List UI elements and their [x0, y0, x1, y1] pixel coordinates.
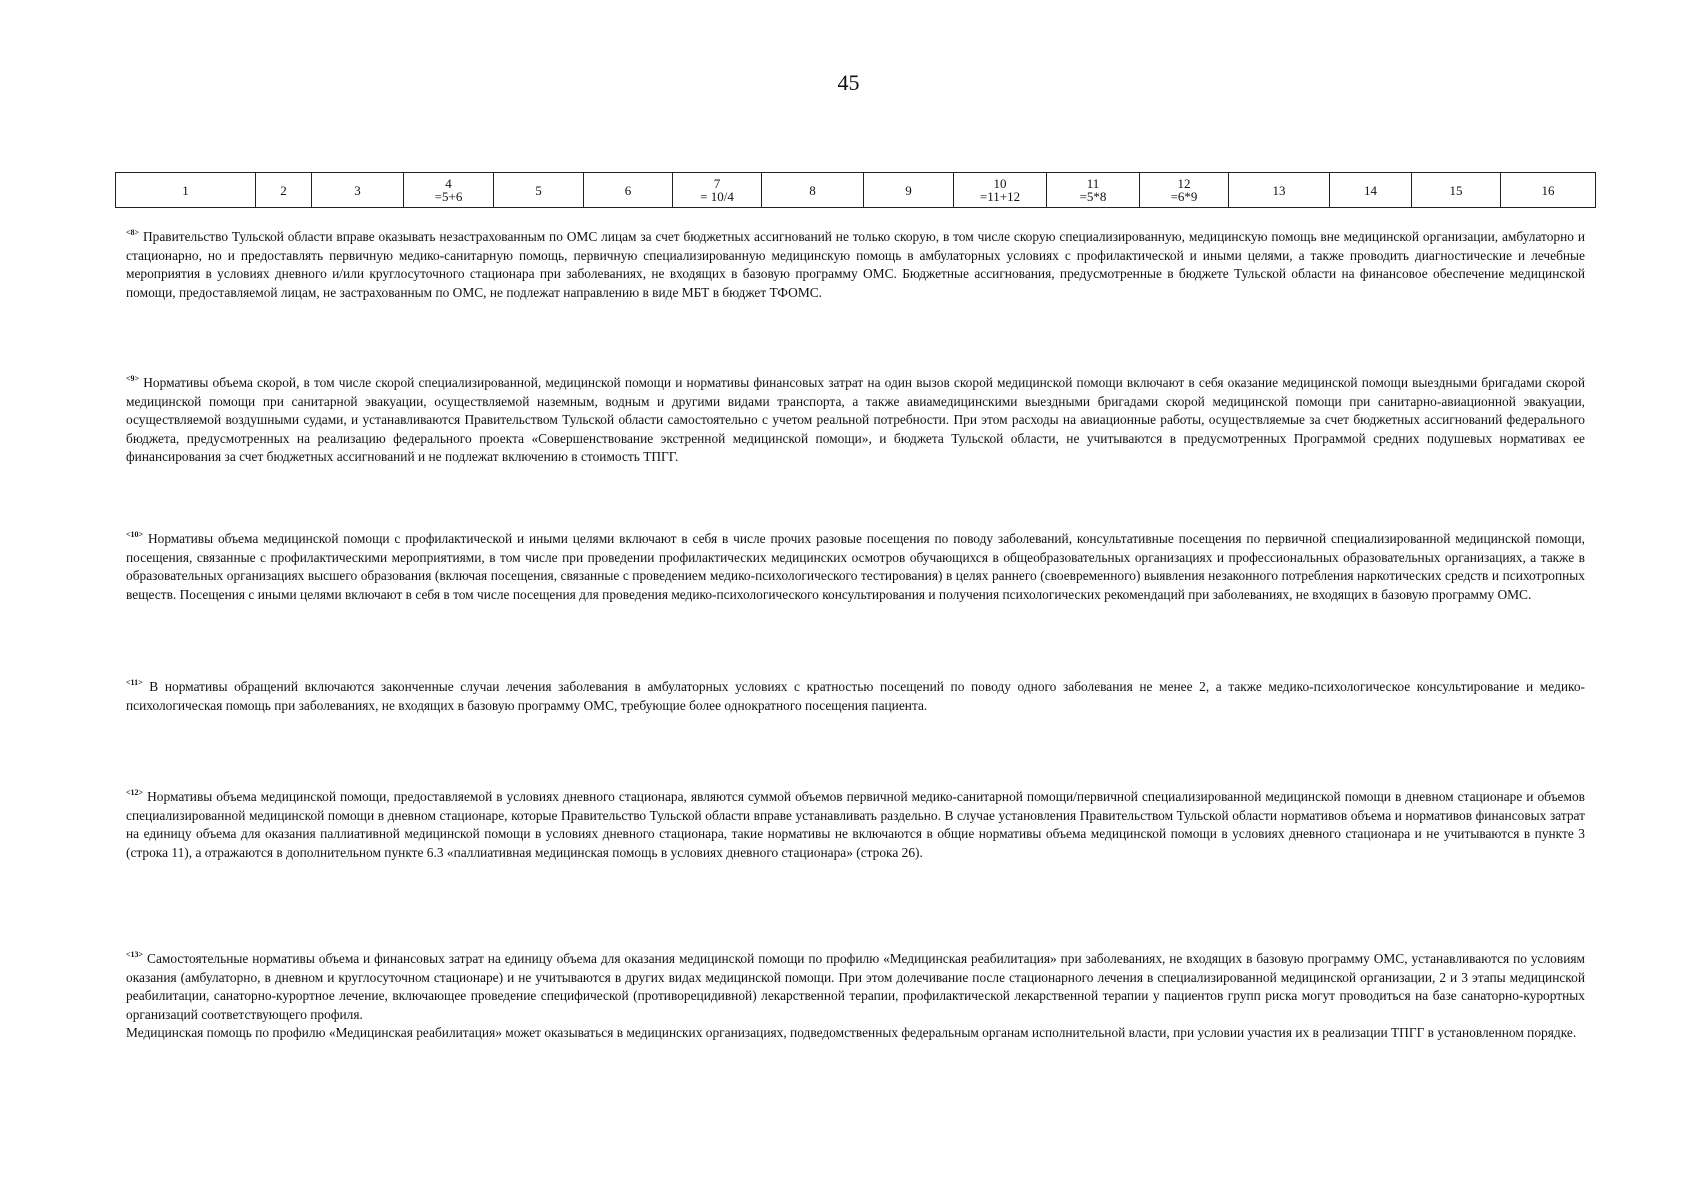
- column-number-cell: 4 =5+6: [404, 173, 494, 208]
- column-number-cell: 8: [762, 173, 864, 208]
- column-number-row: [116, 173, 1596, 208]
- column-number-cell: 2: [256, 173, 312, 208]
- footnote-text: Нормативы объема медицинской помощи с профилактической и иными целями включают в себя в числе прочих разовые посещения по поводу заболеваний, консультативные посещения по первичной специализированной медицинской помощи, посещения, связанные с профилактическими мероприятиями, в том числе при проведении профилактических медицинских осмотров обучающихся в общеобразовательных организациях и профессиональных образовательных организациях, а также в образовательных организациях высшего образования (включая посещения, связанные с проведением медико-психологического тестирования) в целях раннего (своевременного) выявления незаконного потребления наркотических средств и психотропных веществ. Посещения с иными целями включают в себя в том числе посещения для проведения медико-психологического консультирования и получения психологических рекомендаций при заболеваниях, не входящих в базовую программу ОМС.: [126, 531, 1585, 602]
- column-number-cell: 5: [494, 173, 584, 208]
- column-number-cell: 13: [1229, 173, 1330, 208]
- footnote-10: [126, 530, 1585, 604]
- footnote-text: Нормативы объема медицинской помощи, предоставляемой в условиях дневного стационара, являются суммой объемов первичной медико-санитарной помощи/первичной специализированной медицинской помощи в дневном стационаре и объемов специализированной медицинской помощи в дневном стационаре, которые Правительство Тульской области вправе устанавливать раздельно. В случае установления Правительством Тульской области нормативов объема и нормативов финансовых затрат на единицу объема для оказания паллиативной медицинской помощи в условиях дневного стационара, такие нормативы не включаются в общие нормативы объема медицинской помощи в условиях дневного стационара и не учитываются в пункте 3 (строка 11), а отражаются в дополнительном пункте 6.3 «паллиативная медицинская помощь в условиях дневного стационара» (строка 26).: [126, 789, 1585, 860]
- footnote-marker: <10>: [126, 530, 144, 539]
- column-number-cell: 9: [864, 173, 954, 208]
- footnote-13: [126, 950, 1585, 1043]
- column-number-cell: 7 = 10/4: [673, 173, 762, 208]
- footnote-12: [126, 788, 1585, 862]
- footnote-8: [126, 228, 1585, 302]
- footnote-text: Нормативы объема скорой, в том числе скорой специализированной, медицинской помощи и нормативы финансовых затрат на один вызов скорой медицинской помощи включают в себя оказание медицинской помощи выездными бригадами скорой медицинской помощи при санитарной эвакуации, осуществляемой наземным, водным и другими видами транспорта, а также авиамедицинскими выездными бригадами скорой медицинской помощи при санитарно-авиационной эвакуации, осуществляемой воздушными судами, и устанавливаются Правительством Тульской области самостоятельно с учетом реальной потребности. При этом расходы на авиационные работы, осуществляемые за счет бюджетных ассигнований федерального бюджета, предусмотренных на реализацию федерального проекта «Совершенствование экстренной медицинской помощи», и бюджета Тульской области, не учитываются в предусмотренных Программой средних подушевых нормативах ее финансирования за счет бюджетных ассигнований и не подлежат включению в стоимость ТПГГ.: [126, 375, 1585, 465]
- column-number-cell: 15: [1412, 173, 1501, 208]
- column-number-cell: 11 =5*8: [1047, 173, 1140, 208]
- footnote-marker: <8>: [126, 228, 140, 237]
- footnote-marker: <13>: [126, 950, 144, 959]
- footnote-9: [126, 374, 1585, 467]
- footnote-text: Правительство Тульской области вправе оказывать незастрахованным по ОМС лицам за счет бюджетных ассигнований не только скорую, в том числе скорую специализированную, медицинскую помощь вне медицинской организации, амбулаторно и стационарно, но и предоставлять первичную медико-санитарную помощь, первичную специализированную медицинскую помощь в амбулаторных условиях с профилактической и иными целями, а также проводить диагностические и лечебные мероприятия в условиях дневного и/или круглосуточного стационара при заболеваниях, не входящих в базовую программу ОМС. Бюджетные ассигнования, предусмотренные в бюджете Тульской области на финансовое обеспечение медицинской помощи, предоставляемой лицам, не застрахованным по ОМС, не подлежат направлению в виде МБТ в бюджет ТФОМС.: [126, 229, 1585, 300]
- footnote-marker: <9>: [126, 374, 140, 383]
- footnote-marker: <11>: [126, 678, 143, 687]
- column-number-cell: 14: [1330, 173, 1412, 208]
- column-number-cell: 3: [312, 173, 404, 208]
- column-number-cell: 12 =6*9: [1140, 173, 1229, 208]
- footnote-text: В нормативы обращений включаются законченные случаи лечения заболевания в амбулаторных условиях с кратностью посещений по поводу одного заболевания не менее 2, а также медико-психологическое консультирование и медико-психологическая помощь при заболеваниях, не входящих в базовую программу ОМС, требующие более однократного посещения пациента.: [126, 679, 1585, 713]
- footnote-text: Самостоятельные нормативы объема и финансовых затрат на единицу объема для оказания медицинской помощи по профилю «Медицинская реабилитация» при заболеваниях, не входящих в базовую программу ОМС, устанавливаются по условиям оказания (амбулаторно, в дневном и круглосуточном стационаре) и не учитываются в других видах медицинской помощи. При этом долечивание после стационарного лечения в специализированной медицинской организации, 2 и 3 этапы медицинской реабилитации, санаторно-курортное лечение, включающее проведение специфической (противорецидивной) лекарственной терапии, профилактической лекарственной терапии у пациентов групп риска могут проводиться на базе санаторно-курортных организаций соответствующего профиля.: [126, 951, 1585, 1022]
- column-number-cell: 1: [116, 173, 256, 208]
- column-number-cell: 10 =11+12: [954, 173, 1047, 208]
- column-number-cell: 16: [1501, 173, 1596, 208]
- footnote-13-main: [126, 950, 1585, 1024]
- column-number-table: [115, 172, 1596, 208]
- footnote-marker: <12>: [126, 788, 144, 797]
- page-number: 45: [837, 70, 860, 95]
- footnote-11: [126, 678, 1585, 715]
- footnote-13-continuation: Медицинская помощь по профилю «Медицинская реабилитация» может оказываться в медицинских организациях, подведомственных федеральным органам исполнительной власти, при условии участия их в реализации ТПГГ в установленном порядке.: [126, 1025, 1577, 1041]
- column-number-cell: 6: [584, 173, 673, 208]
